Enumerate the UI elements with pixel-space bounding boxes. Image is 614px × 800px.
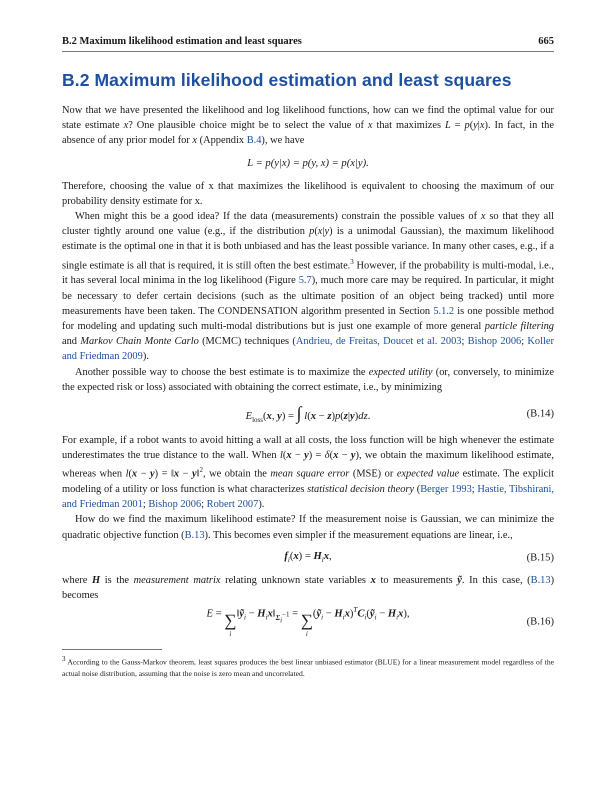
footnote-number: 3 [62, 655, 66, 664]
citation-link[interactable]: Andrieu, de Freitas, Doucet et al. 2003 [295, 336, 462, 348]
paragraph-2: Therefore, choosing the value of x that maximizes the likelihood is equivalent to choosing the maximum of our probability density estimate for x. [62, 180, 554, 207]
equation-link[interactable]: B.13 [184, 529, 205, 541]
citation-link[interactable]: Robert 2007 [206, 499, 259, 511]
citation-link[interactable]: Hastie, Tibshirani, and Friedman 2001 [62, 484, 554, 511]
paragraph-1: Now that we have presented the likelihood and log likelihood functions, how can we find the optimal value for our state estimate x? One plausible choice might be to select the value of x that maximizes L = p(y|x). In fact, in the absence of any prior model for x (Appendix B.4), we have [62, 105, 554, 147]
footnote: 3 According to the Gauss-Markov theorem, least squares produces the best linear unbiased estimator (BLUE) for a linear measurement model regardless of the actual noise distribution, assuming that the noise is zero mean and uncorrelated. [62, 655, 554, 678]
citation-link[interactable]: Koller and Friedman 2009 [62, 336, 554, 363]
citation-link[interactable]: Bishop 2006 [467, 336, 522, 348]
paragraph-4: Another possible way to choose the best estimate is to maximize the expected utility (or, conversely, to minimize the expected risk or loss) associated with obtaining the correct estimate, i.e., by minimizing [62, 366, 554, 393]
equation-b16: E = ∑ i ‖ỹ$_i$ − $H_ix‖_{\Sigma_i^{-1}}$ = ∑ i (ỹ$_i$ − $H_ix)^TC_i(ỹ_i - H_ix)$, (B.16) [206, 605, 554, 639]
equation-link[interactable]: B.13 [530, 574, 551, 586]
paragraph-6: How do we find the maximum likelihood estimate? If the measurement noise is Gaussian, we can minimize the quadratic objective function (B.13). This becomes even simpler if the measurement equations are linear, i.e., [62, 514, 554, 541]
paragraph-7: where H is the measurement matrix relating unknown state variables x to measurements ỹ. In this case, (B.13) becomes [62, 574, 555, 602]
section-title: B.2 Maximum likelihood estimation and least squares [62, 70, 512, 90]
paragraph-3: When might this be a good idea? If the data (measurements) constrain the possible values of x so that they all cluster tightly around one value (e.g., if the distribution p(x|y) is a unimodal Gaussian), the maximum likelihood estimate is the optimal one in that it is both unbiased and has the least possible variance. In many other cases, e.g., if a single estimate is all that is required, it is still often the best estimate.$^3$ However, if the probability is multi-modal, i.e., it has several local minima in the log likelihood (Figure 5.7), much more care may be required. In particular, it might be necessary to defer certain decisions (such as the ultimate position of an object being tracked) until more measurements have been taken. The CONDENSATION algorithm presented in Section 5.1.2 is one possible method for modeling and updating such multi-modal distributions but is just one example of more general particle filtering and Markov Chain Monte Carlo (MCMC) techniques (Andrieu, de Freitas, Doucet et al. 2003; Bishop 2006; Koller and Friedman 2009). [62, 211, 555, 363]
footnote-marker[interactable]: 3 [350, 257, 354, 266]
figure-link[interactable]: 5.7 [298, 275, 312, 287]
equation-number: (B.14) [526, 408, 554, 420]
appendix-link[interactable]: B.4 [246, 135, 262, 147]
citation-link[interactable]: Bishop 2006 [148, 499, 202, 511]
equation-b15: $f_i(x) = H_ix$, (B.15) [284, 551, 554, 565]
paragraph-5: For example, if a robot wants to avoid hitting a wall at all costs, the loss function will be high whenever the estimate underestimates the true distance to the wall. When l(x − y) = δ(x − y), we obtain the maximum likelihood estimate, whereas when l(x − y) = ‖x − y‖$^2$, we obtain the mean square error (MSE) or expected value estimate. The explicit modeling of a utility or loss function is what characterizes statistical decision theory (Berger 1993; Hastie, Tibshirani, and Friedman 2001; Bishop 2006; Robert 2007). [62, 434, 555, 511]
equation-number: (B.15) [526, 552, 554, 564]
section-link[interactable]: 5.1.2 [433, 305, 455, 317]
book-page [62, 36, 554, 679]
running-title: B.2 Maximum likelihood estimation and least squares [62, 36, 302, 47]
likelihood-equation: L = p(y|x) = p(y, x) = p(x|y). [247, 158, 369, 170]
equation-b14: $E_{loss}(x$, y) = ∫ l(x − z)p(z|y)dz. (B.14) [245, 403, 554, 425]
footnote-divider [62, 649, 162, 650]
citation-link[interactable]: Berger 1993 [420, 484, 472, 495]
running-header [62, 36, 554, 52]
page-number: 665 [538, 36, 554, 47]
equation-number: (B.16) [526, 616, 554, 628]
